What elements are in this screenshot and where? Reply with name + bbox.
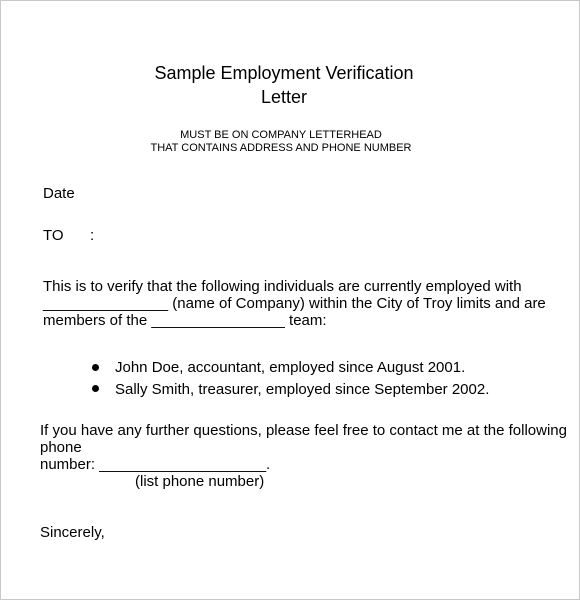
letterhead-note-line1: MUST BE ON COMPANY LETTERHEAD [180,129,382,141]
contact-paragraph-line1: If you have any further questions, please feel free to contact me at the following [40,422,567,439]
verification-paragraph-line1: This is to verify that the following individuals are currently employed with [43,278,522,295]
phone-hint: (list phone number) [135,473,265,490]
letter-title-line2: Letter [260,87,308,107]
employee-entry: John Doe, accountant, employed since August 2001. [115,359,466,376]
date-label: Date [43,185,75,202]
verification-paragraph-line3: members of the ________________ team: [43,312,327,329]
to-colon: : [90,227,95,244]
closing-text: Sincerely, [40,524,105,541]
bullet-icon [92,364,99,371]
employee-entry: Sally Smith, treasurer, employed since September 2002. [115,381,490,398]
letter-title-line1: Sample Employment Verification [154,63,414,83]
to-label: TO [43,227,64,244]
contact-paragraph-line2: phone [40,439,82,456]
bullet-icon [92,385,99,392]
letterhead-note-line2: THAT CONTAINS ADDRESS AND PHONE NUMBER [150,142,412,154]
contact-paragraph-line3: number: ____________________. [40,456,271,473]
verification-paragraph-line2: _______________ (name of Company) within the City of Troy limits and are [43,295,546,312]
